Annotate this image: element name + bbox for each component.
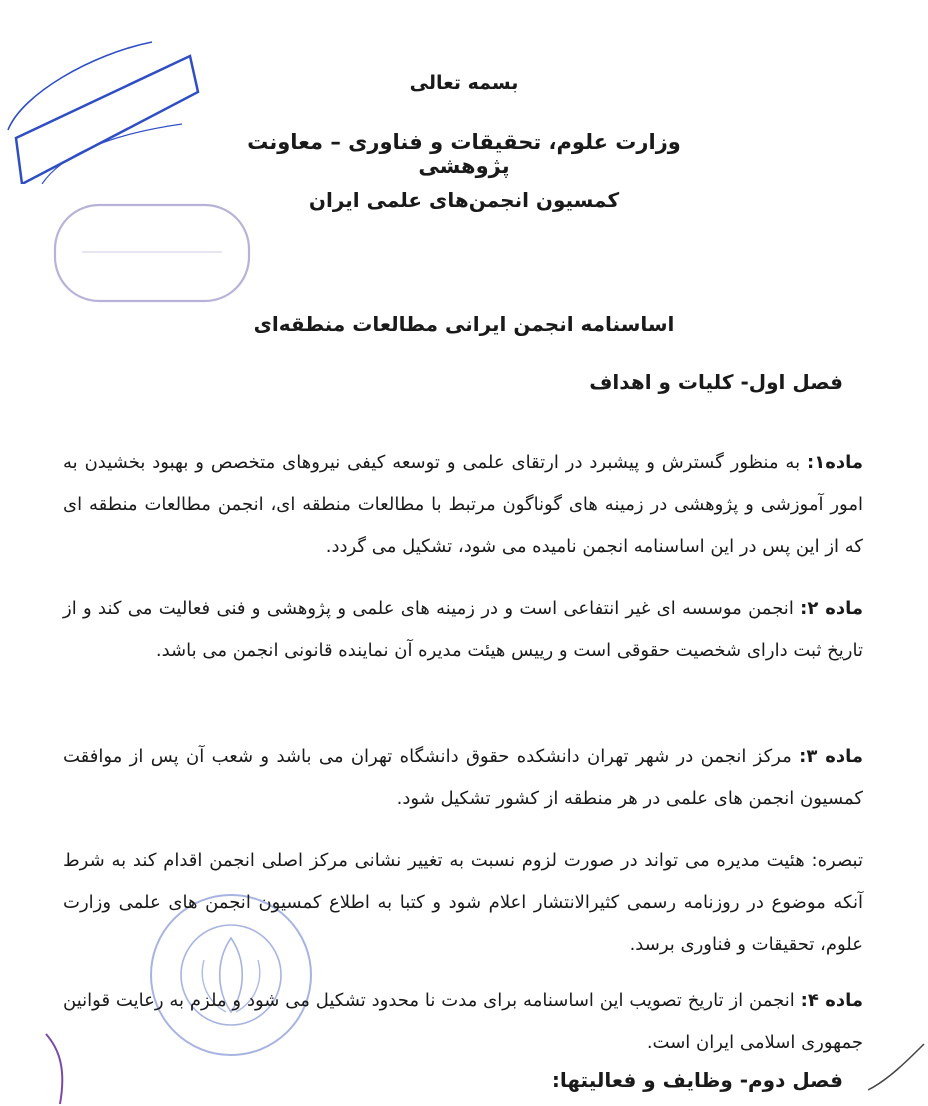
article-1 xyxy=(63,442,863,568)
document-title: اساسنامه انجمن ایرانی مطالعات منطقه‌ای xyxy=(253,312,675,336)
pen-mark-stroke xyxy=(46,1034,62,1104)
commission-stamp-frame xyxy=(55,205,249,301)
signature-stroke-2 xyxy=(42,124,182,184)
article-text: انجمن موسسه ای غیر انتفاعی است و در زمینه های علمی و پژوهشی و فنی فعالیت می کند و از تاریخ ثبت دارای شخصیت حقوقی است و رییس هیئت مدیره آن نماینده قانونی انجمن می باشد. xyxy=(63,598,863,661)
note-text: تبصره: هئیت مدیره می تواند در صورت لزوم نسبت به تغییر نشانی مرکز اصلی انجمن اقدام کند به شرط آنکه موضوع در روزنامه رسمی کثیرالانتشار اعلام شود و کتبا به اطلاع کمسیون انجمن های علمی وزارت علوم، تحقیقات و فناوری برسد. xyxy=(63,850,863,955)
corner-arc xyxy=(868,1040,928,1100)
chapter2-heading: فصل دوم- وظایف و فعالیتها: xyxy=(551,1068,843,1092)
article-text: به منظور گسترش و پیشبرد در ارتقای علمی و توسعه کیفی نیروهای متخصص و بهبود بخشیدن به امور آموزشی و پژوهشی در زمینه های گوناگون مرتبط با مطالعات منطقه ای، انجمن مطالعات منطقه ای که از این پس در این اساسنامه انجمن نامیده می شود، تشکیل می گردد. xyxy=(63,452,863,557)
article-text: مرکز انجمن در شهر تهران دانشکده حقوق دانشگاه تهران می باشد و شعب آن پس از موافقت کمسیون انجمن های علمی در هر منطقه از کشور تشکیل شود. xyxy=(63,746,863,809)
commission-stamp xyxy=(52,202,252,304)
article-2 xyxy=(63,588,863,672)
signature-stamp xyxy=(2,34,202,184)
article-3 xyxy=(63,736,863,820)
chapter1-heading: فصل اول- کلیات و اهداف xyxy=(589,370,843,394)
article-4 xyxy=(63,980,863,1064)
article-text: انجمن از تاریخ تصویب این اساسنامه برای مدت نا محدود تشکیل می شود و ملزم به رعایت قوانین جمهوری اسلامی ایران است. xyxy=(63,990,863,1053)
note-paragraph xyxy=(63,840,863,966)
basmala-heading: بسمه تعالی xyxy=(409,72,519,94)
article-label: ماده۱: xyxy=(807,452,863,473)
ministry-heading: وزارت علوم، تحقیقات و فناوری – معاونت پژوهشی xyxy=(247,130,681,178)
article-label: ماده ۴: xyxy=(800,990,863,1011)
signature-stroke xyxy=(8,42,152,130)
article-label: ماده ۳: xyxy=(799,746,863,767)
article-label: ماده ۲: xyxy=(800,598,863,619)
corner-arc-stroke xyxy=(868,1044,924,1090)
signature-stamp-frame xyxy=(16,56,198,184)
commission-heading: کمسیون انجمن‌های علمی ایران xyxy=(308,188,620,212)
